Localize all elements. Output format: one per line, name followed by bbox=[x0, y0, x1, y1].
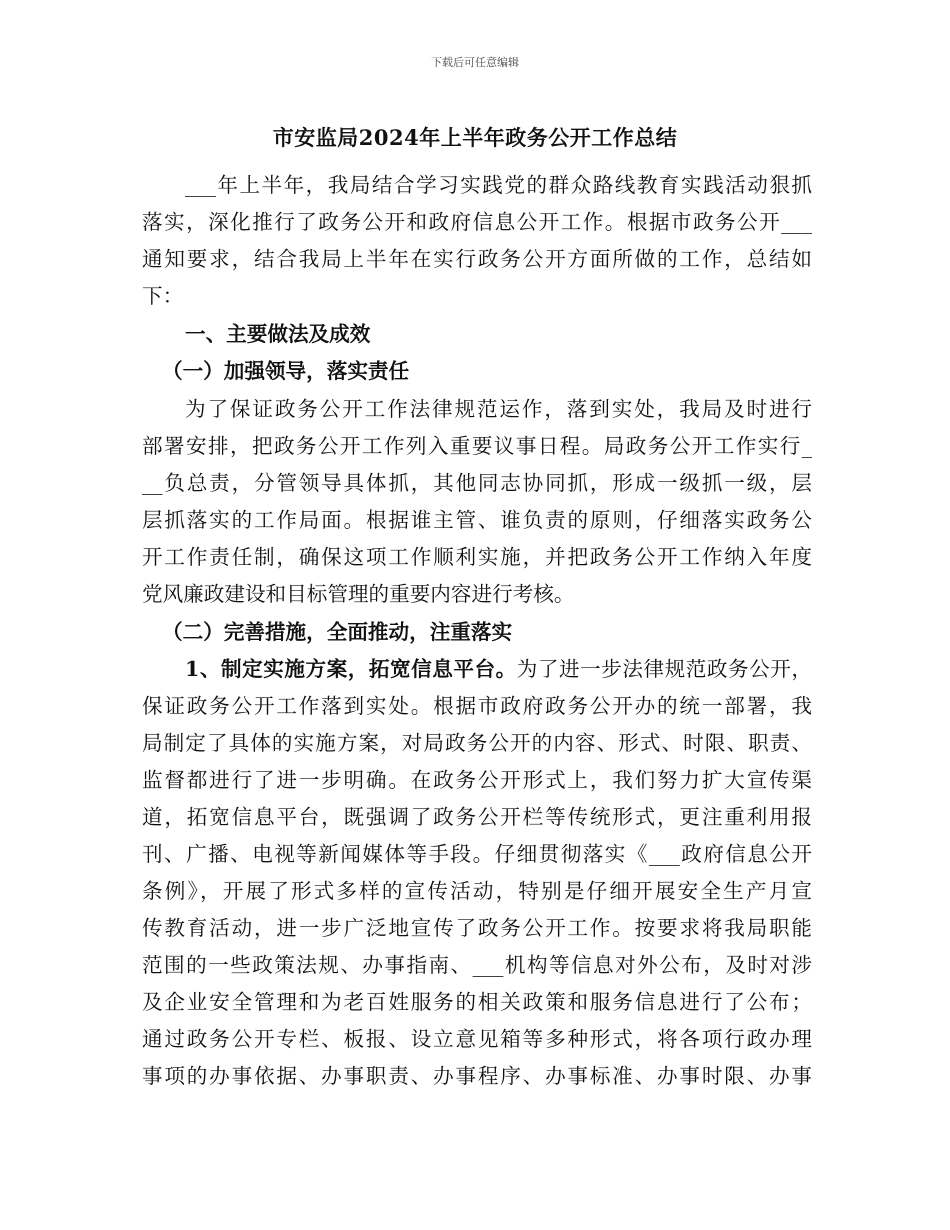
paragraph-line: 局制定了具体的实施方案，对局政务公开的内容、形式、时限、职责、 bbox=[142, 731, 812, 755]
paragraph-line: 监督都进行了进一步明确。在政务公开形式上，我们努力扩大宣传渠 bbox=[142, 768, 812, 792]
intro-line: 下： bbox=[142, 284, 184, 308]
document-title: 市安监局2024年上半年政务公开工作总结 bbox=[272, 125, 678, 150]
paragraph-line: 通过政务公开专栏、板报、设立意见箱等多种形式，将各项行政办理 bbox=[142, 1027, 812, 1051]
item-lead-rest: 为了进一步法律规范政务公开， bbox=[516, 657, 812, 681]
intro-line: ___年上半年，我局结合学习实践党的群众路线教育实践活动狠抓 bbox=[185, 173, 812, 197]
paragraph-line: 传教育活动，进一步广泛地宣传了政务公开工作。按要求将我局职能 bbox=[142, 916, 812, 940]
item-lead-bold: 1、制定实施方案，拓宽信息平台。 bbox=[185, 657, 517, 681]
item-first-line bbox=[185, 651, 812, 687]
section-heading: 一、主要做法及成效 bbox=[185, 322, 371, 346]
paragraph-line: 范围的一些政策法规、办事指南、___机构等信息对外公布，及时对涉 bbox=[142, 953, 812, 977]
paragraph-line: __负总责，分管领导具体抓，其他同志协同抓，形成一级抓一级，层 bbox=[142, 471, 812, 495]
paragraph-line: 为了保证政务公开工作法律规范运作，落到实处，我局及时进行 bbox=[185, 397, 812, 421]
paragraph-line: 部署安排，把政务公开工作列入重要议事日程。局政务公开工作实行_ bbox=[142, 434, 812, 458]
paragraph-line: 条例》，开展了形式多样的宣传活动，特别是仔细开展安全生产月宣 bbox=[142, 879, 812, 903]
subsection-heading: （一）加强领导，落实责任 bbox=[162, 359, 410, 383]
intro-line: 落实，深化推行了政务公开和政府信息公开工作。根据市政务公开___ bbox=[142, 210, 812, 234]
paragraph-line: 事项的办事依据、办事职责、办事程序、办事标准、办事时限、办事 bbox=[142, 1064, 812, 1088]
paragraph-line: 层抓落实的工作局面。根据谁主管、谁负责的原则，仔细落实政务公 bbox=[142, 508, 812, 532]
page-header-note: 下载后可任意编辑 bbox=[431, 56, 519, 69]
paragraph-line: 开工作责任制，确保这项工作顺利实施，并把政务公开工作纳入年度 bbox=[142, 545, 812, 569]
paragraph-line: 党风廉政建设和目标管理的重要内容进行考核。 bbox=[142, 582, 575, 606]
paragraph-line: 道，拓宽信息平台，既强调了政务公开栏等传统形式，更注重利用报 bbox=[142, 805, 812, 829]
intro-line: 通知要求，结合我局上半年在实行政务公开方面所做的工作，总结如 bbox=[142, 247, 812, 271]
paragraph-line: 及企业安全管理和为老百姓服务的相关政策和服务信息进行了公布； bbox=[142, 990, 812, 1014]
paragraph-line: 刊、广播、电视等新闻媒体等手段。仔细贯彻落实《___政府信息公开 bbox=[142, 842, 812, 866]
paragraph-line: 保证政务公开工作落到实处。根据市政府政务公开办的统一部署，我 bbox=[142, 694, 812, 718]
subsection-heading: （二）完善措施，全面推动，注重落实 bbox=[162, 620, 513, 644]
